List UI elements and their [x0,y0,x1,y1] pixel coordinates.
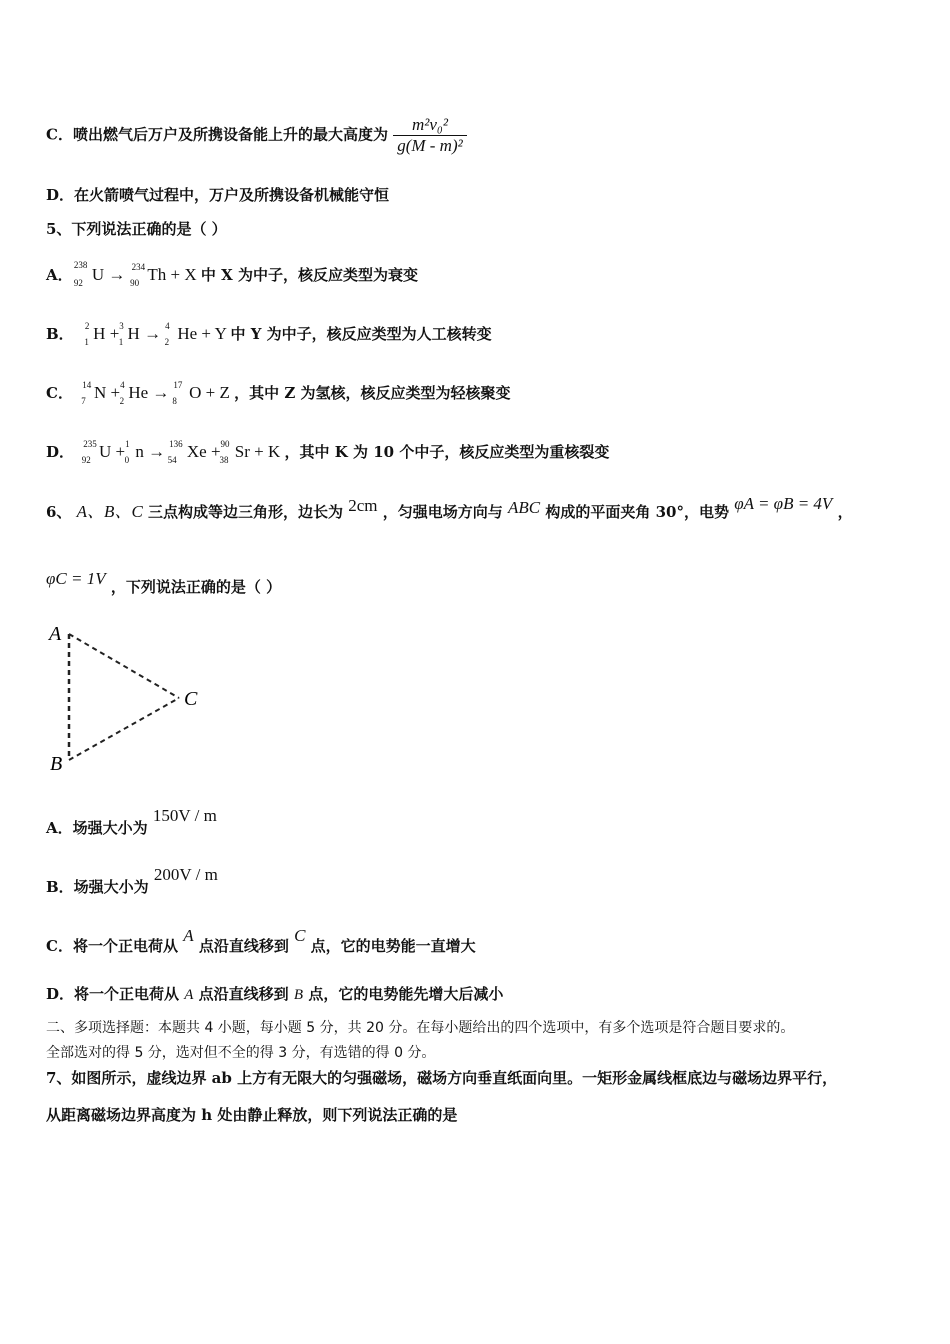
point-b: B [293,987,304,1003]
q6-option-d [46,984,503,1005]
fraction-numerator: m²v₀² [393,115,467,136]
point-c: C [294,926,306,945]
section2-line1: 二、多项选择题：本题共 4 小题，每小题 5 分，共 20 分。在每小题给出的四个选项中，有多个选项是符合题目要求的。 [46,1020,795,1036]
q5-option-b-text: 中 Y 为中子，核反应类型为人工核转变 [230,325,492,343]
q6-option-a [46,806,217,838]
q5-stem: 5、下列说法正确的是（ ） [46,220,227,238]
q6-option-b [46,865,218,897]
max-height-fraction [393,115,467,156]
option-text: 点，它的电势能一直增大 [310,937,476,955]
option-letter: A． [46,266,73,284]
point-a: A [183,926,194,945]
nuclear-equation-c: $^{14}_7$ N +$^4_2$ He → $^{17}_8$ O + Z [81,380,230,406]
q5-option-c [46,380,511,406]
side-length: 2cm [348,496,378,515]
q5-option-d [46,439,610,465]
nuclear-equation-a: 238 92 U → $^{234}_{90}$ Th + X [73,260,197,288]
stem-text: 构成的平面夹角 30°，电势 [545,503,729,521]
edge-bc [69,698,179,760]
q7-line2: 从距离磁场边界高度为 h 处由静止释放，则下列说法正确的是 [46,1106,458,1124]
nuclear-equation-d: $^{235}_{92}$ U +$^1_0$ n → $^{136}_{54}$ Xe +$^{90}_{38}$ Sr + K [81,439,281,465]
stem-text: ， [837,503,853,521]
fraction-denominator: g(M - m)² [397,136,463,155]
q6-stem-line1 [46,494,853,522]
field-value-a: 150V / m [152,806,217,825]
q5-option-b [46,321,492,347]
option-text: B．场强大小为 [46,878,149,896]
potential-ab: φA = φB = 4V [734,494,833,513]
vertex-label-b: B [50,753,63,775]
q4-option-c-text: C．喷出燃气后万户及所携设备能上升的最大高度为 [46,125,388,144]
q5-option-c-text: ，其中 Z 为氢核，核反应类型为轻核聚变 [234,384,511,402]
option-text: A．场强大小为 [46,819,148,837]
field-value-b: 200V / m [153,865,218,884]
question-number: 6、 [46,503,72,521]
q5-option-d-text: ，其中 K 为 10 个中子，核反应类型为重核裂变 [284,443,610,461]
q5-option-a-text: 中 X 为中子，核反应类型为衰变 [200,266,418,284]
q7-line1: 7、如图所示，虚线边界 ab 上方有无限大的匀强磁场，磁场方向垂直纸面向里。一矩形金属线框底边与磁场边界平行， [46,1069,838,1087]
q5-option-a [46,260,418,288]
vertex-label-a: A [49,623,62,645]
section2-line2: 全部选对的得 5 分，选对但不全的得 3 分，有选错的得 0 分。 [46,1045,436,1061]
q4-option-d: D．在火箭喷气过程中，万户及所携设备机械能守恒 [46,186,390,204]
q6-option-c [46,926,476,956]
stem-text: ，匀强电场方向与 [382,503,503,521]
edge-ac [69,634,179,698]
q4-option-c [46,115,467,156]
option-text: C．将一个正电荷从 [46,937,178,955]
option-letter: B． [46,325,74,343]
option-text: D．将一个正电荷从 [46,985,180,1003]
points-abc: A、B、C [76,502,143,521]
stem-text: 三点构成等边三角形，边长为 [148,503,344,521]
stem-text: ，下列说法正确的是（ ） [110,578,282,596]
option-letter: C． [46,384,73,402]
option-text: 点，它的电势能先增大后减小 [308,985,504,1003]
option-text: 点沿直线移到 [198,985,289,1003]
q6-stem-line2 [46,569,282,597]
point-a: A [184,987,194,1003]
option-letter: D． [46,443,75,461]
potential-c: φC = 1V [46,569,106,588]
vertex-label-c: C [184,688,198,710]
nuclear-equation-b: $^2_1$ H +$^3_1$ H → $^4_2$ He + Y [84,321,227,347]
triangle-figure [44,620,214,780]
plane-abc: ABC [508,498,541,517]
option-text: 点沿直线移到 [198,937,289,955]
